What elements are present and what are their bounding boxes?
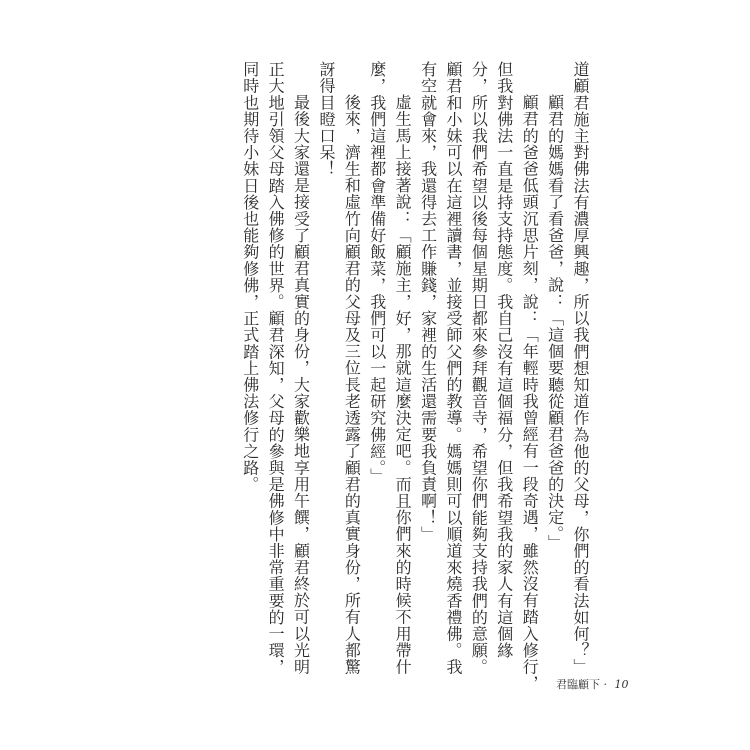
footer-separator: · xyxy=(603,678,607,691)
text-line: 最後大家還是接受了顧君真實的身份，大家歡樂地享用午饌，顧君終於可以光明 xyxy=(291,94,311,675)
text-line: 有空就會來，我還得去工作賺錢，家裡的生活還需要我負責啊！」 xyxy=(418,61,438,543)
paragraph xyxy=(237,61,313,681)
text-line: 道顧君施主對佛法有濃厚興趣，所以我們想知道作為他的父母，你們的看法如何？」 xyxy=(571,61,590,676)
text-line: 麼，我們這裡都會準備好飯菜，我們可以一起研究佛經。」 xyxy=(367,61,387,485)
text-line: 顧君的爸爸低頭沉思片刻，說：「年輕時我曾經有一段奇遇，雖然沒有踏入修行， xyxy=(520,94,540,692)
text-line: 訝得目瞪口呆！ xyxy=(316,61,336,178)
paragraph xyxy=(364,61,415,681)
paragraph xyxy=(542,61,567,681)
text-line: 後來，濟生和虛竹向顧君的父母及三位長老透露了顧君的真實身份，所有人都驚 xyxy=(342,94,362,675)
text-line: 虛生馬上接著說：「顧施主，好，那就這麼決定吧。而且你們來的時候不用帶什 xyxy=(393,94,413,675)
paragraph xyxy=(314,61,365,681)
page-number: 10 xyxy=(614,678,629,691)
text-line: 分，所以我們希望以後每個星期日都來參拜觀音寺，希望你們能夠支持我們的意願。 xyxy=(469,61,489,676)
text-line: 同時也期待小妹日後也能夠修佛，正式踏上佛法修行之路。 xyxy=(240,61,260,493)
text-line: 顧君的媽媽看了看爸爸，說：「這個要聽從顧君爸爸的決定。」 xyxy=(545,94,565,551)
text-line: 顧君和小妹可以在這裡讀書，並接受師父們的教導。媽媽則可以順道來燒香禮佛。我 xyxy=(443,61,463,676)
running-title: 君臨顧下 xyxy=(556,678,600,691)
text-line: 但我對佛法一直是持支持態度。我自己沒有這個福分，但我希望我的家人有這個緣 xyxy=(494,61,514,659)
paragraph xyxy=(568,61,593,681)
page-footer xyxy=(556,676,629,692)
paragraph xyxy=(415,61,542,692)
text-line: 正大地引領父母踏入佛修的世界。顧君深知，父母的參與是佛修中非常重要的一環， xyxy=(266,61,286,676)
